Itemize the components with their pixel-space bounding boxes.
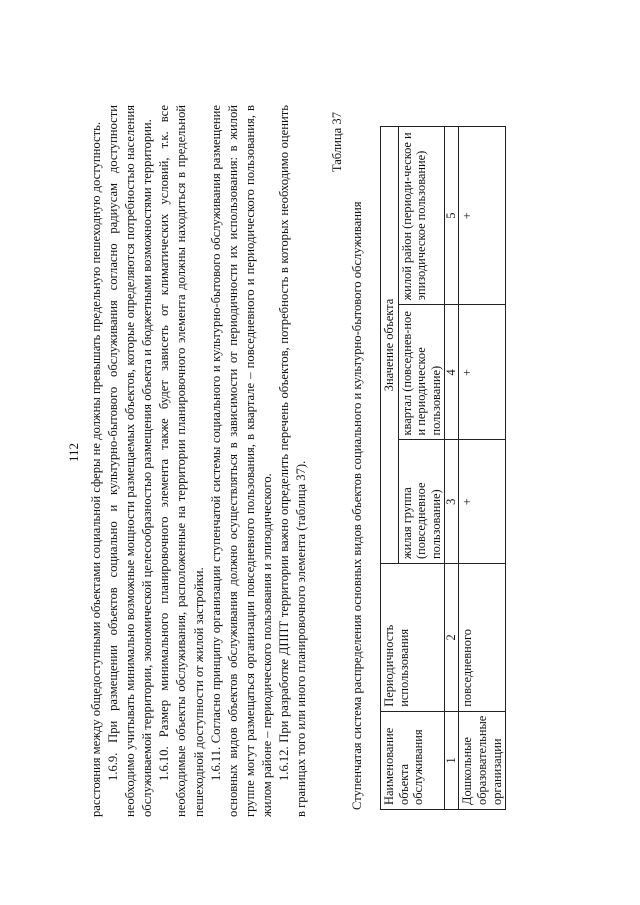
paragraph-3: 1.6.10. Размер минимального планировочного элемента также будет зависеть от климатических условий, т.к. все необходимые объекты обслуживания, расположенные на территории планировочного элемента должны находиться в предельной пешеходной доступности от жилой застройки. — [157, 105, 206, 817]
paragraph-5: 1.6.12. При разработке ДППТ территории важно определить перечень объектов, потребность в которых необходимо оценить в границах того или иного планировочного элемента (таблица 37). — [277, 105, 309, 817]
paragraph-1: расстояния между общедоступными объектами социальной сферы не должны превышать предельную пешеходную доступность. — [89, 122, 103, 817]
row-periodicity: повседневного — [459, 563, 506, 711]
header-periodicity: Периодичность использования — [381, 563, 445, 711]
column-number-2: 2 — [445, 563, 459, 711]
row-quarter-mark: + — [459, 305, 506, 440]
table-number: Таблица 37 — [330, 112, 344, 173]
table-column-numbers — [445, 127, 459, 810]
row-district-mark: + — [459, 127, 506, 305]
column-number-4: 4 — [445, 305, 459, 440]
header-object-name: Наименование объекта обслуживания — [381, 711, 445, 809]
table-header-row — [381, 127, 399, 810]
paragraph-2: 1.6.9. При размещении объектов социально и культурно-бытового обслуживания согласно радиусам доступности необходимо учитывать минимально возможные мощности размещаемых объектов, которые определяются потребностью населения обслуживаемой территории, экономической целесообразностью размещения объекта и бюджетными возможностями территории. — [106, 105, 155, 817]
table-row — [459, 127, 506, 810]
column-number-3: 3 — [445, 440, 459, 563]
distribution-table — [380, 126, 506, 810]
table-caption: Ступенчатая система распределения основных видов объектов социального и культурно-бытового обслуживания — [350, 201, 364, 810]
header-quarter: квартал (повседнев-ное и периодическое пользование) — [398, 305, 445, 440]
column-number-1: 1 — [445, 711, 459, 809]
header-residential-district: жилой район (периоди-ческое и эпизодическое пользование) — [398, 127, 445, 305]
header-object-value: Значение объекта — [381, 127, 399, 564]
column-number-5: 5 — [445, 127, 459, 305]
row-residential-group-mark: + — [459, 440, 506, 563]
page-number: 112 — [66, 442, 81, 463]
body-text — [88, 105, 310, 817]
header-residential-group: жилая группа (повседневное пользование) — [398, 440, 445, 563]
paragraph-4: 1.6.11. Согласно принципу организации ступенчатой системы социального и культурно-бытового обслуживания размещение основных видов объектов обслуживания должно осуществляться в зависимости от периодичности их использования: в жилой группе могут размещаться организации повседневного пользования, в квартале – повседневного и периодического пользования, в жилом районе – периодического пользования и эпизодического. — [208, 105, 274, 817]
row-object-name: Дошкольные образовательные организации — [459, 711, 506, 809]
